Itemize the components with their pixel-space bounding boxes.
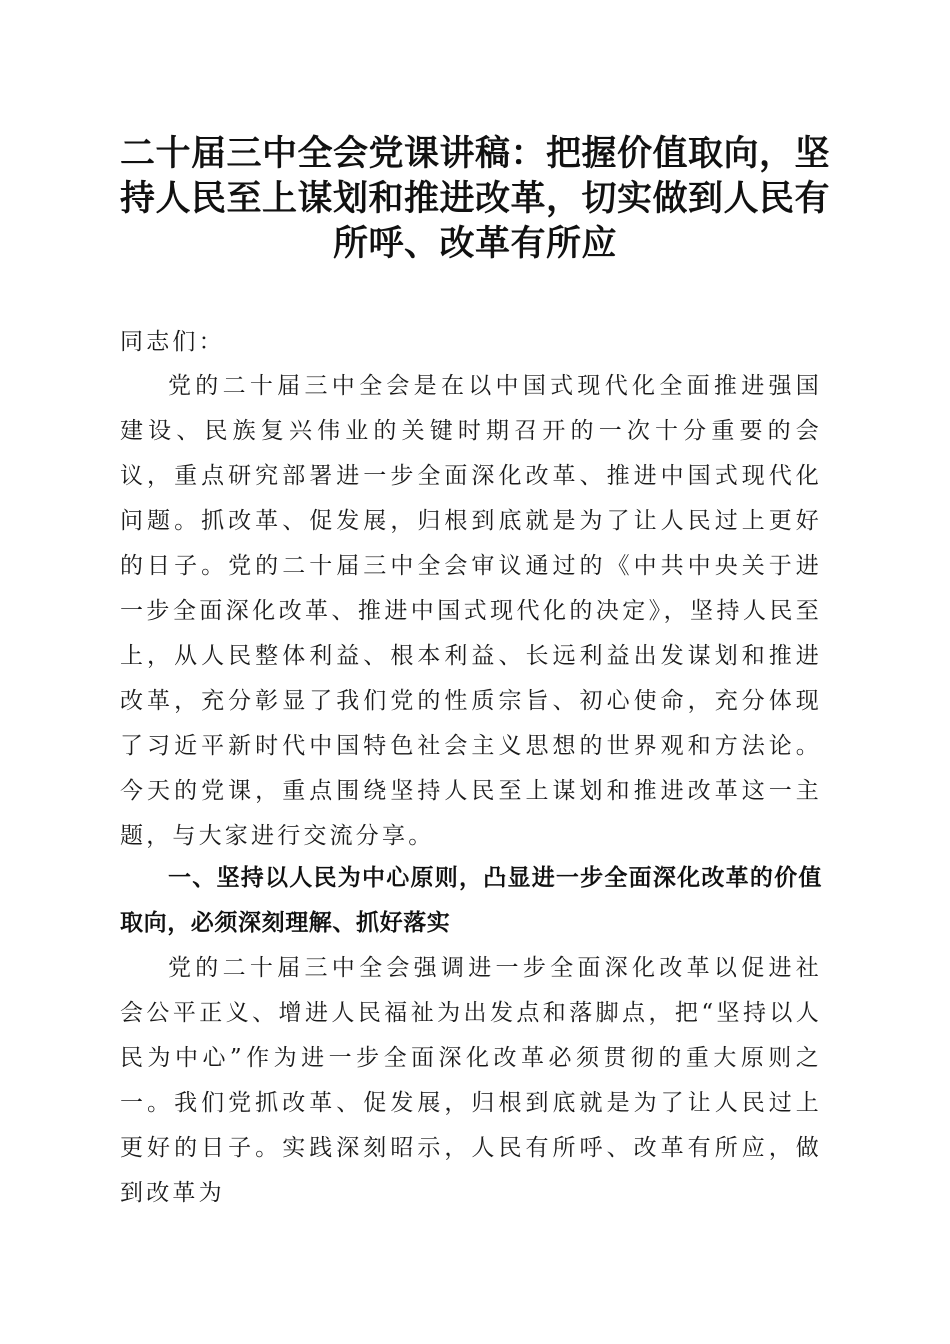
section-heading-1: 一、坚持以人民为中心原则，凸显进一步全面深化改革的价值取向，必须深刻理解、抓好落实	[120, 865, 822, 936]
salutation: 同志们：	[120, 329, 225, 355]
document-title: 二十届三中全会党课讲稿：把握价值取向，坚持人民至上谋划和推进改革，切实做到人民有所呼、改革有所应	[119, 134, 830, 264]
paragraph-intro: 党的二十届三中全会是在以中国式现代化全面推进强国建设、民族复兴伟业的关键时期召开的一次十分重要的会议，重点研究部署进一步全面深化改革、推进中国式现代化问题。抓改革、促发展，归根到底就是为了让人民过上更好的日子。党的二十届三中全会审议通过的《中共中央关于进一步全面深化改革、推进中国式现代化的决定》，坚持人民至上，从人民整体利益、根本利益、长远利益出发谋划和推进改革，充分彰显了我们党的性质宗旨、初心使命，充分体现了习近平新时代中国特色社会主义思想的世界观和方法论。今天的党课，重点围绕坚持人民至上谋划和推进改革这一主题，与大家进行交流分享。	[120, 373, 822, 849]
paragraph-section-1: 党的二十届三中全会强调进一步全面深化改革以促进社会公平正义、增进人民福祉为出发点和落脚点，把“坚持以人民为中心”作为进一步全面深化改革必须贯彻的重大原则之一。我们党抓改革、促发展，归根到底就是为了让人民过上更好的日子。实践深刻昭示，人民有所呼、改革有所应，做到改革为	[120, 955, 822, 1206]
